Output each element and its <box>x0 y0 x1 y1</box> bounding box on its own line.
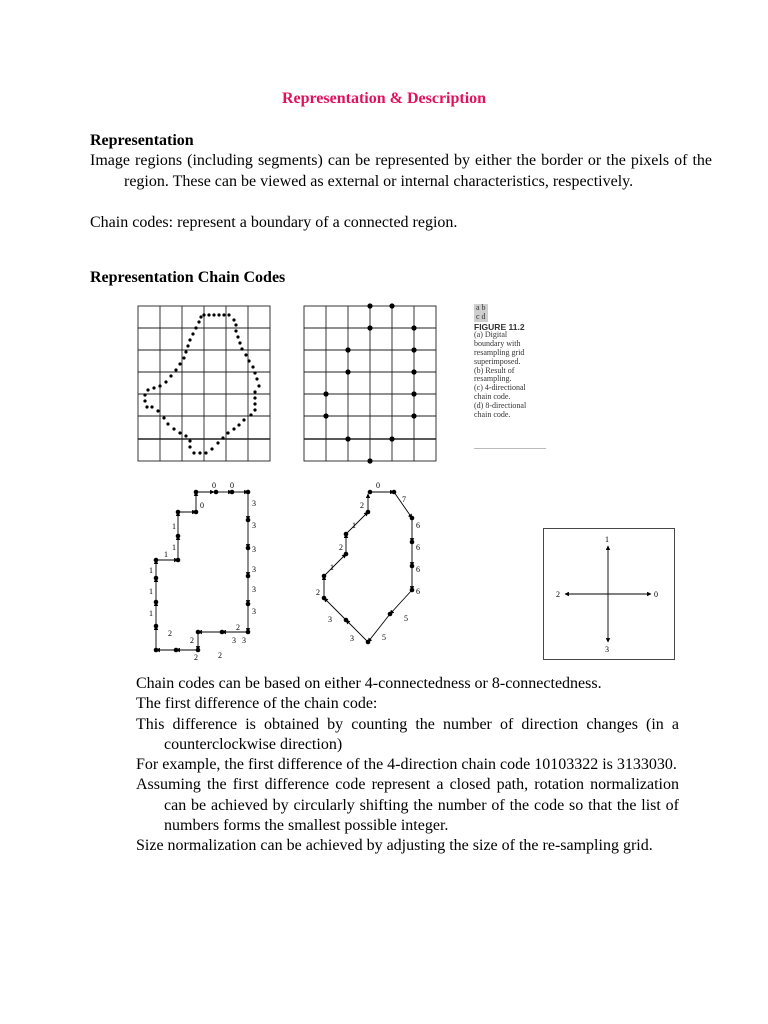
compass-label-right: 0 <box>654 590 658 599</box>
compass-label-up: 1 <box>605 535 609 544</box>
svg-text:1: 1 <box>149 609 153 618</box>
svg-text:6: 6 <box>416 543 420 552</box>
svg-text:3: 3 <box>252 607 256 616</box>
svg-text:1: 1 <box>149 566 153 575</box>
svg-text:1: 1 <box>149 587 153 596</box>
figure-caption: a b c d FIGURE 11.2 (a) Digital boundary with resampling grid superimposed. (b) Result of resampling. (c) 4-directional chain code. (d) 8-directional chain code. <box>474 304 548 419</box>
svg-text:3: 3 <box>242 636 246 645</box>
figure-panel-tags: a b c d <box>476 303 486 321</box>
body-line: Chain codes can be based on either 4-connectedness or 8-connectedness. <box>136 675 602 692</box>
svg-text:2: 2 <box>190 636 194 645</box>
svg-text:0: 0 <box>200 501 204 510</box>
svg-text:1: 1 <box>172 522 176 531</box>
svg-text:3: 3 <box>350 634 354 643</box>
svg-text:3: 3 <box>252 521 256 530</box>
figure-panel-a <box>138 306 270 461</box>
figure-caption-rule <box>474 448 546 449</box>
svg-text:2: 2 <box>236 623 240 632</box>
figure-panel-d <box>312 478 442 658</box>
body-line: Size normalization can be achieved by adjusting the size of the re-sampling grid. <box>136 837 653 855</box>
svg-text:6: 6 <box>416 587 420 596</box>
direction-compass <box>543 528 675 660</box>
figure-title: FIGURE 11.2 <box>474 321 525 332</box>
svg-text:3: 3 <box>252 565 256 574</box>
svg-text:5: 5 <box>404 614 408 623</box>
svg-text:2: 2 <box>194 653 198 662</box>
compass-label-left: 2 <box>556 590 560 599</box>
svg-text:2: 2 <box>218 651 222 660</box>
svg-text:2: 2 <box>339 543 343 552</box>
compass-label-down: 3 <box>605 645 609 654</box>
svg-text:3: 3 <box>232 636 236 645</box>
svg-text:3: 3 <box>252 499 256 508</box>
svg-text:3: 3 <box>328 615 332 624</box>
svg-text:0: 0 <box>376 481 380 490</box>
figure-panel-c <box>146 478 276 662</box>
svg-text:1: 1 <box>172 543 176 552</box>
svg-text:1: 1 <box>164 550 168 559</box>
svg-text:0: 0 <box>212 481 216 490</box>
paragraph-image-regions: Image regions (including segments) can be represented by either the border or the pixels of the region. These can be viewed as external or internal characteristics, respectively. <box>90 152 712 190</box>
section-heading-representation: Representation <box>90 132 194 149</box>
page-title: Representation & Description <box>281 90 487 107</box>
svg-text:1: 1 <box>352 521 356 530</box>
section-heading-chain-codes: Representation Chain Codes <box>90 269 286 286</box>
paragraph-chain-codes: Chain codes: represent a boundary of a connected region. <box>90 214 458 231</box>
svg-text:2: 2 <box>316 588 320 597</box>
svg-text:3: 3 <box>252 585 256 594</box>
body-text <box>136 674 679 857</box>
svg-text:6: 6 <box>416 565 420 574</box>
svg-text:7: 7 <box>402 495 406 504</box>
svg-text:5: 5 <box>382 633 386 642</box>
body-line: Assuming the first difference code represent a closed path, rotation normalization can be achieved by circularly shifting the number of the code so that the list of numbers forms the smallest possible integer. <box>136 776 679 835</box>
svg-text:3: 3 <box>252 545 256 554</box>
svg-text:2: 2 <box>360 501 364 510</box>
body-line: The first difference of the chain code: <box>136 695 378 713</box>
body-line: For example, the first difference of the 4-direction chain code 10103322 is 3133030. <box>136 756 677 774</box>
figure-panel-b <box>304 306 436 461</box>
svg-text:1: 1 <box>330 563 334 572</box>
svg-text:2: 2 <box>168 629 172 638</box>
svg-text:6: 6 <box>416 521 420 530</box>
svg-text:0: 0 <box>230 481 234 490</box>
body-line: This difference is obtained by counting the number of direction changes (in a counterclockwise direction) <box>136 715 679 753</box>
